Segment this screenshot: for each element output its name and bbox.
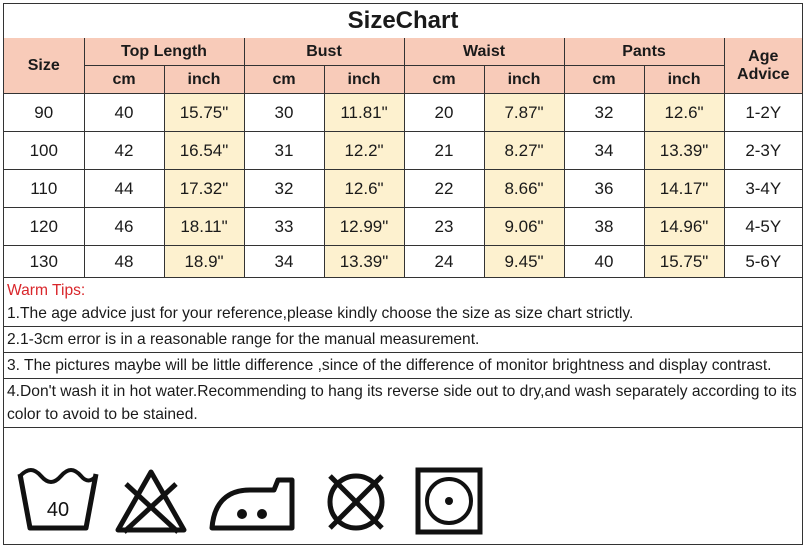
cell-bust-cm: 32 <box>244 170 324 208</box>
header-waist: Waist <box>404 38 564 66</box>
cell-waist-inch: 8.27" <box>484 132 564 170</box>
care-icons <box>4 458 802 542</box>
table-row <box>4 170 802 208</box>
wash-temp-label: 40 <box>46 499 70 521</box>
unit-cm: cm <box>84 66 164 94</box>
header-age-line1: Age <box>748 47 779 65</box>
cell-waist-inch: 9.45" <box>484 246 564 278</box>
size-chart-sheet <box>3 3 803 545</box>
tip-item: 4.Don't wash it in hot water.Recommending to hang its reverse side out to dry,and wash separately according to its color to avoid to be stained. <box>4 379 802 428</box>
cell-waist-inch: 8.66" <box>484 170 564 208</box>
cell-pants-inch: 14.96" <box>644 208 724 246</box>
cell-bust-inch: 11.81" <box>324 94 404 132</box>
cell-bust-cm: 33 <box>244 208 324 246</box>
cell-age: 4-5Y <box>724 208 802 246</box>
cell-top-cm: 42 <box>84 132 164 170</box>
cell-pants-inch: 15.75" <box>644 246 724 278</box>
cell-bust-cm: 34 <box>244 246 324 278</box>
cell-top-inch: 15.75" <box>164 94 244 132</box>
cell-size: 100 <box>4 132 84 170</box>
cell-waist-inch: 7.87" <box>484 94 564 132</box>
cell-pants-cm: 32 <box>564 94 644 132</box>
cell-pants-inch: 13.39" <box>644 132 724 170</box>
cell-top-inch: 18.11" <box>164 208 244 246</box>
cell-top-inch: 16.54" <box>164 132 244 170</box>
unit-cm: cm <box>404 66 484 94</box>
tip-item: 1.The age advice just for your reference,please kindly choose the size as size chart strictly. <box>4 301 802 327</box>
cell-bust-inch: 12.99" <box>324 208 404 246</box>
cell-top-cm: 46 <box>84 208 164 246</box>
cell-age: 2-3Y <box>724 132 802 170</box>
header-size: Size <box>4 38 84 94</box>
cell-size: 110 <box>4 170 84 208</box>
cell-bust-inch: 12.2" <box>324 132 404 170</box>
warm-tips <box>4 280 802 428</box>
tip-item: 2.1-3cm error is in a reasonable range for the manual measurement. <box>4 327 802 353</box>
iron-medium-icon <box>206 466 298 536</box>
unit-inch: inch <box>644 66 724 94</box>
cell-top-inch: 18.9" <box>164 246 244 278</box>
unit-inch: inch <box>164 66 244 94</box>
cell-top-inch: 17.32" <box>164 170 244 208</box>
cell-top-cm: 48 <box>84 246 164 278</box>
cell-waist-cm: 21 <box>404 132 484 170</box>
cell-age: 1-2Y <box>724 94 802 132</box>
cell-top-cm: 40 <box>84 94 164 132</box>
cell-waist-cm: 20 <box>404 94 484 132</box>
cell-size: 120 <box>4 208 84 246</box>
cell-bust-inch: 12.6" <box>324 170 404 208</box>
wash-40-icon <box>16 466 100 536</box>
cell-waist-cm: 23 <box>404 208 484 246</box>
cell-bust-cm: 30 <box>244 94 324 132</box>
cell-pants-inch: 14.17" <box>644 170 724 208</box>
tumble-dry-low-icon <box>414 466 486 538</box>
cell-pants-cm: 40 <box>564 246 644 278</box>
cell-pants-inch: 12.6" <box>644 94 724 132</box>
header-age-line2: Advice <box>737 65 790 83</box>
table-row <box>4 94 802 132</box>
cell-pants-cm: 34 <box>564 132 644 170</box>
cell-waist-inch: 9.06" <box>484 208 564 246</box>
table-row <box>4 208 802 246</box>
size-table <box>4 38 802 278</box>
unit-inch: inch <box>484 66 564 94</box>
cell-bust-cm: 31 <box>244 132 324 170</box>
cell-size: 130 <box>4 246 84 278</box>
cell-pants-cm: 38 <box>564 208 644 246</box>
cell-size: 90 <box>4 94 84 132</box>
cell-waist-cm: 24 <box>404 246 484 278</box>
header-age-advice <box>724 38 802 94</box>
cell-age: 5-6Y <box>724 246 802 278</box>
cell-waist-cm: 22 <box>404 170 484 208</box>
unit-cm: cm <box>564 66 644 94</box>
do-not-dry-clean-icon <box>320 466 392 536</box>
cell-age: 3-4Y <box>724 170 802 208</box>
chart-title: SizeChart <box>4 4 802 39</box>
cell-bust-inch: 13.39" <box>324 246 404 278</box>
table-row <box>4 246 802 278</box>
header-bust: Bust <box>244 38 404 66</box>
cell-pants-cm: 36 <box>564 170 644 208</box>
unit-inch: inch <box>324 66 404 94</box>
table-row <box>4 132 802 170</box>
unit-cm: cm <box>244 66 324 94</box>
header-pants: Pants <box>564 38 724 66</box>
do-not-bleach-icon <box>114 466 188 536</box>
header-top-length: Top Length <box>84 38 244 66</box>
cell-top-cm: 44 <box>84 170 164 208</box>
tip-item: 3. The pictures maybe will be little difference ,since of the difference of monitor brightness and display contrast. <box>4 353 802 379</box>
warm-tips-label: Warm Tips: <box>7 282 86 299</box>
